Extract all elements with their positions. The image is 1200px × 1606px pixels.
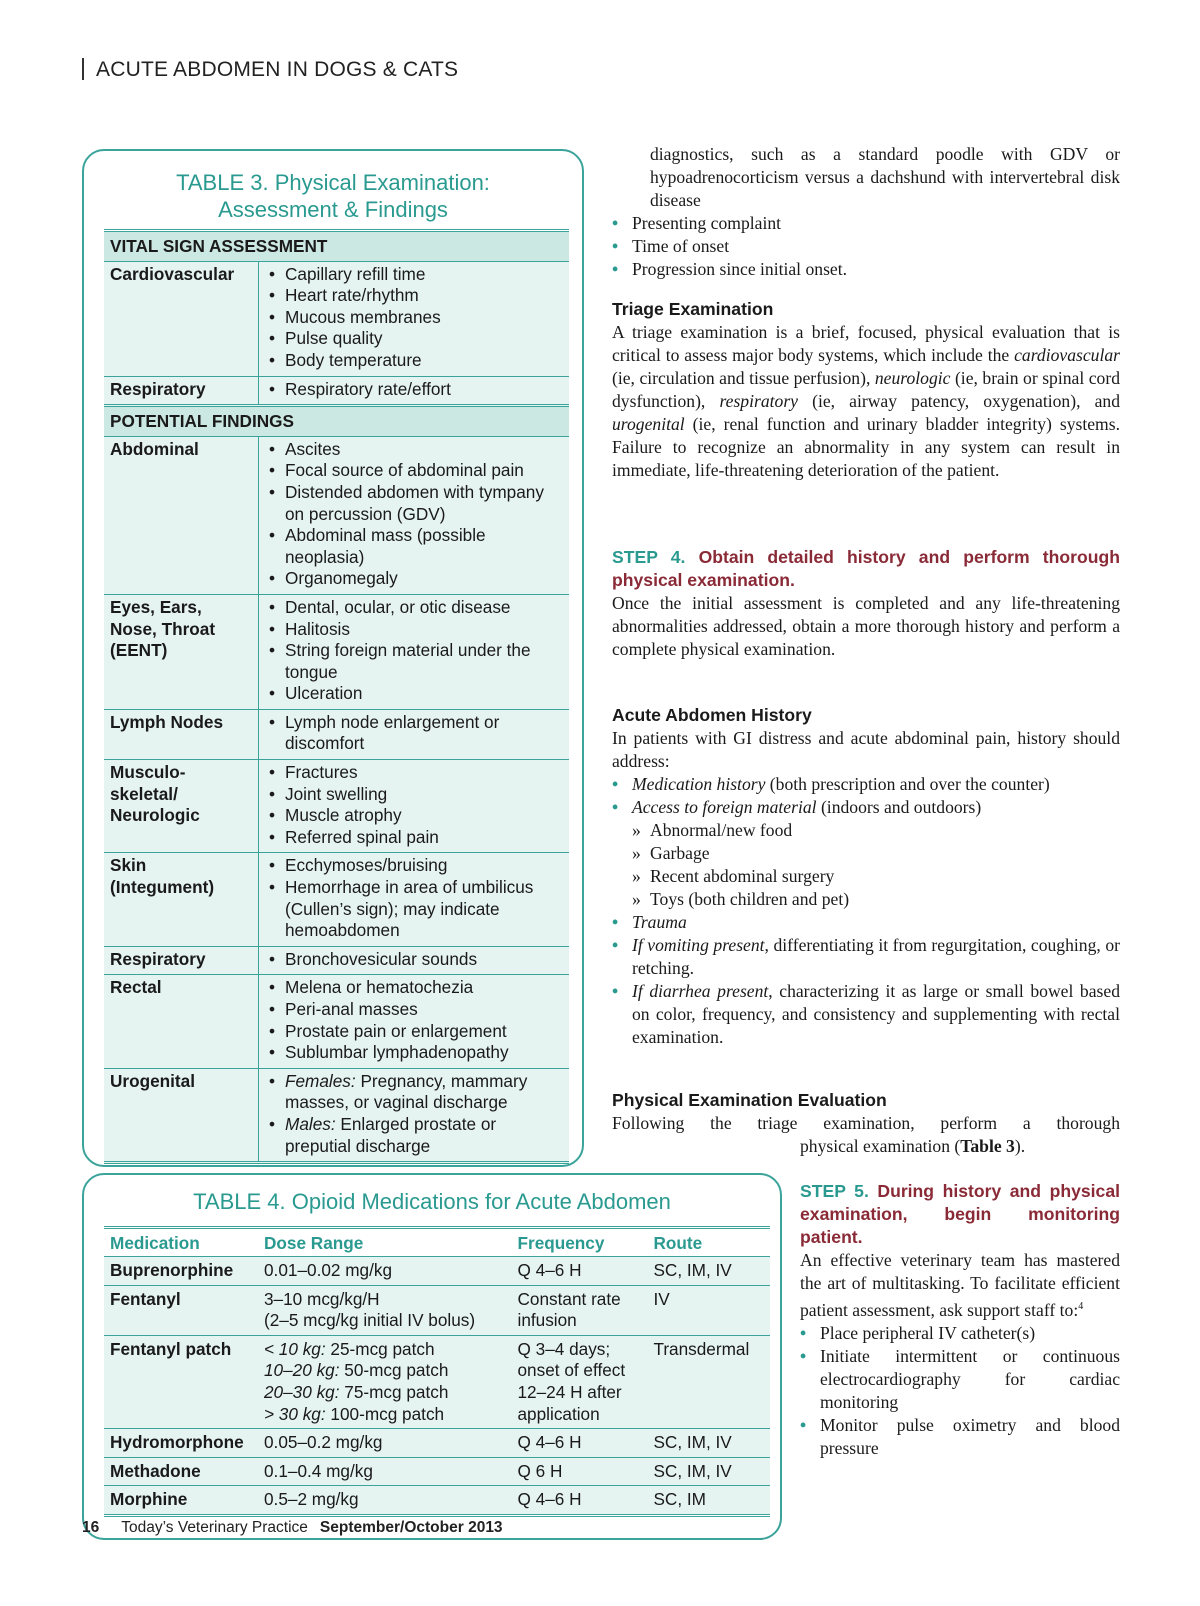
text-run: (indoors and outdoors): [816, 797, 982, 817]
finding-list: [265, 379, 563, 401]
step-text: Obtain detailed history and perform thorough physical examination.: [612, 547, 1120, 590]
list-item: • Bronchovesicular sounds: [265, 949, 563, 971]
table-row: [104, 946, 569, 975]
list-item: • Pulse quality: [265, 328, 563, 350]
list-item: • Initiate intermittent or continuous electrocardiography for cardiac monitoring: [800, 1345, 1120, 1414]
table-row: [104, 1457, 770, 1486]
medication-cell: Methadone: [104, 1457, 258, 1486]
step-number: STEP 5.: [800, 1181, 869, 1201]
row-label: Respiratory: [104, 376, 259, 406]
list-item: • Mucous membranes: [265, 307, 563, 329]
list-item: • Peri-anal masses: [265, 999, 563, 1021]
text-run: Access to foreign material: [632, 797, 817, 817]
weight-range: 20–30 kg:: [264, 1381, 340, 1402]
dose-line: 3–10 mcg/kg/H: [264, 1288, 380, 1309]
patch-size: 100-mcg patch: [325, 1403, 445, 1424]
table-row: [104, 1068, 569, 1162]
reference-superscript: 4: [1078, 1301, 1084, 1312]
sub-list-item: » Garbage: [612, 842, 1120, 865]
sub-list-item: » Abnormal/new food: [612, 819, 1120, 842]
list-item: • Distended abdomen with tympany on percussion (GDV): [265, 482, 563, 525]
step-4-section: [612, 546, 1120, 661]
list-item: • Body temperature: [265, 350, 563, 372]
finding-list: [265, 855, 563, 941]
table-3-title-line1: TABLE 3. Physical Examination:: [176, 170, 490, 195]
medication-cell: Buprenorphine: [104, 1257, 258, 1286]
medication-cell: Morphine: [104, 1486, 258, 1516]
frequency-cell: [512, 1285, 648, 1335]
list-item: • Melena or hematochezia: [265, 977, 563, 999]
step-5-heading: [800, 1180, 1120, 1249]
text-run: If vomiting present: [632, 935, 765, 955]
history-heading: Acute Abdomen History: [612, 705, 812, 725]
frequency-line: onset of effect: [517, 1360, 626, 1381]
table-row: [104, 709, 569, 759]
list-item: • Progression since initial onset.: [612, 258, 1120, 281]
list-item: • Abdominal mass (possible neoplasia): [265, 525, 563, 568]
dose-cell: [258, 1335, 512, 1428]
finding-list: [265, 712, 563, 755]
list-item: • Monitor pulse oximetry and blood pressure: [800, 1414, 1120, 1460]
finding-list: [265, 264, 563, 372]
list-item: • Referred spinal pain: [265, 827, 563, 849]
row-label: [104, 594, 259, 709]
dose-line: [264, 1360, 506, 1382]
table-row: [104, 1486, 770, 1516]
text-run: urogenital: [612, 414, 685, 434]
text-run: (ie, airway patency, oxygenation), and: [797, 391, 1120, 411]
dose-line: [264, 1339, 506, 1361]
finding-list: [265, 1071, 563, 1157]
route-cell: SC, IM, IV: [647, 1457, 770, 1486]
table-row: [104, 594, 569, 709]
table-3-title-line2: Assessment & Findings: [218, 197, 448, 222]
table-row: [104, 1335, 770, 1428]
medication-cell: Hydromorphone: [104, 1429, 258, 1458]
text-run: (ie, brain or spinal cord dysfunction),: [612, 368, 1120, 411]
list-item: • Prostate pain or enlargement: [265, 1021, 563, 1043]
column-header-frequency: Frequency: [512, 1228, 648, 1257]
step-5-section: [800, 1180, 1120, 1460]
row-label-line: Musculo-: [110, 762, 186, 783]
frequency-line: Q 3–4 days;: [517, 1338, 611, 1359]
dose-cell: [258, 1285, 512, 1335]
pe-heading: Physical Examination Evaluation: [612, 1090, 887, 1110]
journal-name: Today’s Veterinary Practice: [121, 1519, 308, 1536]
patch-size: 75-mcg patch: [339, 1381, 449, 1402]
text-run: ).: [1014, 1136, 1026, 1156]
text-run: respiratory: [719, 391, 798, 411]
table-4-box: [82, 1173, 782, 1540]
weight-range: < 10 kg:: [264, 1338, 326, 1359]
sub-list-item: » Recent abdominal surgery: [612, 865, 1120, 888]
list-item: [265, 1071, 563, 1114]
list-item: • Joint swelling: [265, 784, 563, 806]
list-item: [612, 911, 1120, 934]
text-run: (ie, renal function and urinary bladder integrity) systems. Failure to recognize an abnormality in any system can result in immediate, life-threatening deterioration of the patient.: [612, 414, 1120, 480]
females-label: Females:: [285, 1070, 356, 1091]
frequency-line: application: [517, 1403, 600, 1424]
list-item: • Ascites: [265, 439, 563, 461]
table-row: [104, 376, 569, 406]
step-4-paragraph: Once the initial assessment is completed and any life-threatening abnormalities addressed, obtain a more thorough history and perform a complete physical examination.: [612, 593, 1120, 659]
list-item: • Respiratory rate/effort: [265, 379, 563, 401]
dose-line: [264, 1382, 506, 1404]
route-cell: SC, IM, IV: [647, 1429, 770, 1458]
frequency-line: 12–24 H after: [517, 1381, 622, 1402]
list-item: [612, 796, 1120, 819]
continued-text: diagnostics, such as a standard poodle with GDV or hypoadrenocorticism versus a dachshund with intervertebral disk disease: [650, 144, 1120, 210]
finding-list: [265, 439, 563, 590]
table-4-title: TABLE 4. Opioid Medications for Acute Abdomen: [193, 1189, 671, 1214]
table-row: [104, 1285, 770, 1335]
table-row: [104, 436, 569, 594]
text-run: cardiovascular: [1014, 345, 1120, 365]
list-item: [612, 773, 1120, 796]
history-section: [612, 704, 1120, 1049]
row-label: Respiratory: [104, 946, 259, 975]
row-label-line: Neurologic: [110, 805, 200, 826]
finding-list: [265, 977, 563, 1063]
table-row: [104, 1429, 770, 1458]
column-header-medication: Medication: [104, 1228, 258, 1257]
row-label: Urogenital: [104, 1068, 259, 1162]
page-footer: [82, 1519, 503, 1537]
list-item: • Presenting complaint: [612, 212, 1120, 235]
triage-paragraph: [612, 321, 1120, 482]
table-row: [104, 853, 569, 946]
text-run: Medication history: [632, 774, 766, 794]
triage-section: [612, 298, 1120, 482]
table-reference: Table 3: [960, 1136, 1015, 1156]
list-item: • Capillary refill time: [265, 264, 563, 286]
running-header: [82, 58, 458, 82]
text-run: An effective veterinary team has mastered the art of multitasking. To facilitate efficient patient assessment, ask support staff to:: [800, 1250, 1120, 1320]
finding-list: [265, 597, 563, 705]
column-header-dose: Dose Range: [258, 1228, 512, 1257]
dose-cell: 0.5–2 mg/kg: [258, 1486, 512, 1516]
row-label: [104, 760, 259, 853]
list-item: • Hemorrhage in area of umbilicus (Cullen’s sign); may indicate hemoabdomen: [265, 877, 563, 942]
row-label: Abdominal: [104, 436, 259, 594]
pe-evaluation-section: [612, 1089, 1120, 1158]
list-item: • Halitosis: [265, 619, 563, 641]
dose-cell: 0.1–0.4 mg/kg: [258, 1457, 512, 1486]
running-header-title: ACUTE ABDOMEN IN DOGS & CATS: [96, 58, 459, 81]
row-label: [104, 853, 259, 946]
table-row: [104, 760, 569, 853]
frequency-cell: [512, 1335, 648, 1428]
patch-size: 25-mcg patch: [325, 1338, 435, 1359]
table-4: [104, 1226, 770, 1517]
route-cell: SC, IM: [647, 1486, 770, 1516]
text-run: (both prescription and over the counter): [765, 774, 1050, 794]
list-item: • Dental, ocular, or otic disease: [265, 597, 563, 619]
row-label: Cardiovascular: [104, 261, 259, 376]
list-item: • Organomegaly: [265, 568, 563, 590]
table-3: [104, 229, 569, 1164]
list-item: • Lymph node enlargement or discomfort: [265, 712, 563, 755]
text-run: (ie, circulation and tissue perfusion),: [612, 368, 875, 388]
list-item: • Heart rate/rhythm: [265, 285, 563, 307]
list-item: • Place peripheral IV catheter(s): [800, 1322, 1120, 1345]
table-3-title: [84, 169, 582, 223]
text-run: physical examination (: [800, 1136, 961, 1156]
vital-sign-heading: VITAL SIGN ASSESSMENT: [104, 231, 569, 262]
text-run: Trauma: [632, 912, 687, 932]
sub-list-item: » Toys (both children and pet): [612, 888, 1120, 911]
page-number: 16: [82, 1519, 100, 1536]
header-bar: [82, 58, 84, 80]
route-cell: Transdermal: [647, 1335, 770, 1428]
dose-cell: 0.05–0.2 mg/kg: [258, 1429, 512, 1458]
list-item: • Time of onset: [612, 235, 1120, 258]
list-item: • Sublumbar lymphadenopathy: [265, 1042, 563, 1064]
patch-size: 50-mcg patch: [339, 1360, 449, 1381]
weight-range: 10–20 kg:: [264, 1360, 340, 1381]
females-text: Pregnancy, mammary masses, or vaginal discharge: [285, 1070, 528, 1113]
list-item: [612, 980, 1120, 1049]
history-intro: In patients with GI distress and acute abdominal pain, history should address:: [612, 728, 1120, 771]
medication-cell: Fentanyl: [104, 1285, 258, 1335]
dose-cell: 0.01–0.02 mg/kg: [258, 1257, 512, 1286]
list-item: [612, 934, 1120, 980]
finding-list: [265, 762, 563, 848]
row-label-line: Nose, Throat: [110, 618, 216, 639]
list-item: • Ulceration: [265, 683, 563, 705]
males-text: Enlarged prostate or preputial discharge: [285, 1113, 497, 1156]
route-cell: SC, IM, IV: [647, 1257, 770, 1286]
medication-cell: Fentanyl patch: [104, 1335, 258, 1428]
frequency-line: infusion: [517, 1310, 577, 1331]
issue-date: September/October 2013: [319, 1519, 503, 1536]
row-label: Lymph Nodes: [104, 709, 259, 759]
list-item: • Fractures: [265, 762, 563, 784]
row-label-line: skeletal/: [110, 783, 178, 804]
frequency-cell: Q 4–6 H: [512, 1486, 648, 1516]
step-4-heading: [612, 546, 1120, 592]
list-item: • Ecchymoses/bruising: [265, 855, 563, 877]
row-label: Rectal: [104, 975, 259, 1068]
row-label-line: Skin: [110, 855, 147, 876]
pe-line-2: [612, 1135, 1120, 1158]
finding-list: [265, 949, 563, 971]
step-number: STEP 4.: [612, 547, 686, 567]
frequency-cell: Q 4–6 H: [512, 1429, 648, 1458]
dose-line: (2–5 mcg/kg initial IV bolus): [264, 1310, 476, 1331]
table-row: [104, 261, 569, 376]
dose-line: [264, 1404, 506, 1426]
route-cell: IV: [647, 1285, 770, 1335]
text-run: If diarrhea present: [632, 981, 769, 1001]
potential-findings-heading: POTENTIAL FINDINGS: [104, 406, 569, 437]
frequency-line: Constant rate: [517, 1288, 621, 1309]
list-item: • String foreign material under the tongue: [265, 640, 563, 683]
frequency-cell: Q 6 H: [512, 1457, 648, 1486]
column-header-route: Route: [647, 1228, 770, 1257]
males-label: Males:: [285, 1113, 336, 1134]
table-3-box: [82, 149, 584, 1167]
text-run: neurologic: [874, 368, 951, 388]
text-run: , characterizing it as large or small bowel based on color, frequency, and consistency and supplementing with rectal examination.: [632, 981, 1120, 1047]
list-item: • Muscle atrophy: [265, 805, 563, 827]
frequency-cell: Q 4–6 H: [512, 1257, 648, 1286]
step-text: During history and physical examination, begin monitoring patient.: [800, 1181, 1120, 1247]
text-run: , differentiating it from regurgitation, coughing, or retching.: [632, 935, 1120, 978]
row-label-line: (EENT): [110, 640, 168, 661]
table-row: [104, 1257, 770, 1286]
table-row: [104, 975, 569, 1068]
row-label-line: (Integument): [110, 877, 215, 898]
right-column-top: [612, 143, 1120, 281]
pe-line-1: Following the triage examination, perform a thorough: [612, 1113, 1120, 1133]
list-item: • Focal source of abdominal pain: [265, 460, 563, 482]
step-5-paragraph: [800, 1249, 1120, 1322]
triage-heading: Triage Examination: [612, 299, 774, 319]
list-item: [265, 1114, 563, 1157]
row-label-line: Eyes, Ears,: [110, 596, 202, 617]
weight-range: > 30 kg:: [264, 1403, 326, 1424]
text-run: A triage examination is a brief, focused, physical evaluation that is critical to assess major body systems, which include the: [612, 322, 1120, 365]
